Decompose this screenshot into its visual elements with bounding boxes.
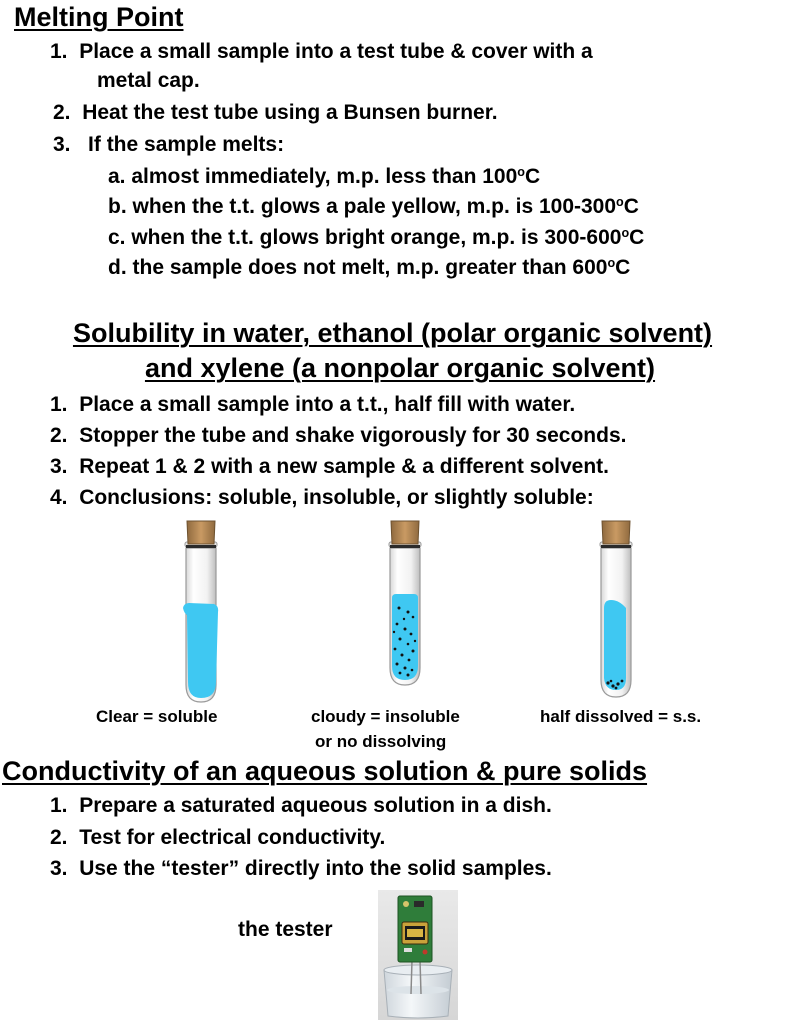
test-tube-cloudy	[380, 520, 430, 705]
melting-step-2: 2. Heat the test tube using a Bunsen burner.	[53, 101, 498, 124]
test-tube-half-dissolved	[591, 520, 641, 705]
conductivity-step-3: 3. Use the “tester” directly into the solid samples.	[50, 857, 552, 880]
melting-step-3: 3. If the sample melts:	[53, 133, 285, 156]
melting-step-1-continued: metal cap.	[97, 69, 200, 92]
conductivity-step-1: 1. Prepare a saturated aqueous solution in a dish.	[50, 794, 552, 817]
melting-result-c: c. when the t.t. glows bright orange, m.p. is 300-600$^o$C	[108, 226, 645, 249]
caption-no-dissolving: or no dissolving	[315, 732, 447, 751]
tester-label: the tester	[238, 918, 333, 941]
test-tube-clear	[176, 520, 226, 705]
conductivity-step-2: 2. Test for electrical conductivity.	[50, 826, 386, 849]
melting-point-heading: Melting Point	[14, 2, 184, 32]
solubility-heading-line-2: and xylene (a nonpolar organic solvent)	[144, 353, 656, 383]
caption-half-dissolved: half dissolved = s.s.	[540, 707, 702, 726]
melting-result-b: b. when the t.t. glows a pale yellow, m.p. is 100-300$^o$C	[108, 195, 639, 218]
conductivity-heading: Conductivity of an aqueous solution & pure solids	[2, 756, 648, 786]
caption-clear-soluble: Clear = soluble	[96, 707, 218, 726]
solubility-step-4: 4. Conclusions: soluble, insoluble, or slightly soluble:	[50, 486, 594, 509]
caption-cloudy-insoluble: cloudy = insoluble	[311, 707, 460, 726]
melting-result-d: d. the sample does not melt, m.p. greater than 600$^o$C	[108, 256, 631, 279]
solubility-step-3: 3. Repeat 1 & 2 with a new sample & a different solvent.	[50, 455, 609, 478]
solubility-heading-line-1: Solubility in water, ethanol (polar organic solvent)	[72, 318, 713, 348]
solubility-step-1: 1. Place a small sample into a t.t., half fill with water.	[50, 393, 576, 416]
melting-result-a: a. almost immediately, m.p. less than 100$^o$C	[108, 165, 541, 188]
solubility-step-2: 2. Stopper the tube and shake vigorously for 30 seconds.	[50, 424, 627, 447]
melting-step-1: 1. Place a small sample into a test tube & cover with a	[50, 40, 593, 63]
conductivity-tester-image	[378, 890, 458, 1020]
